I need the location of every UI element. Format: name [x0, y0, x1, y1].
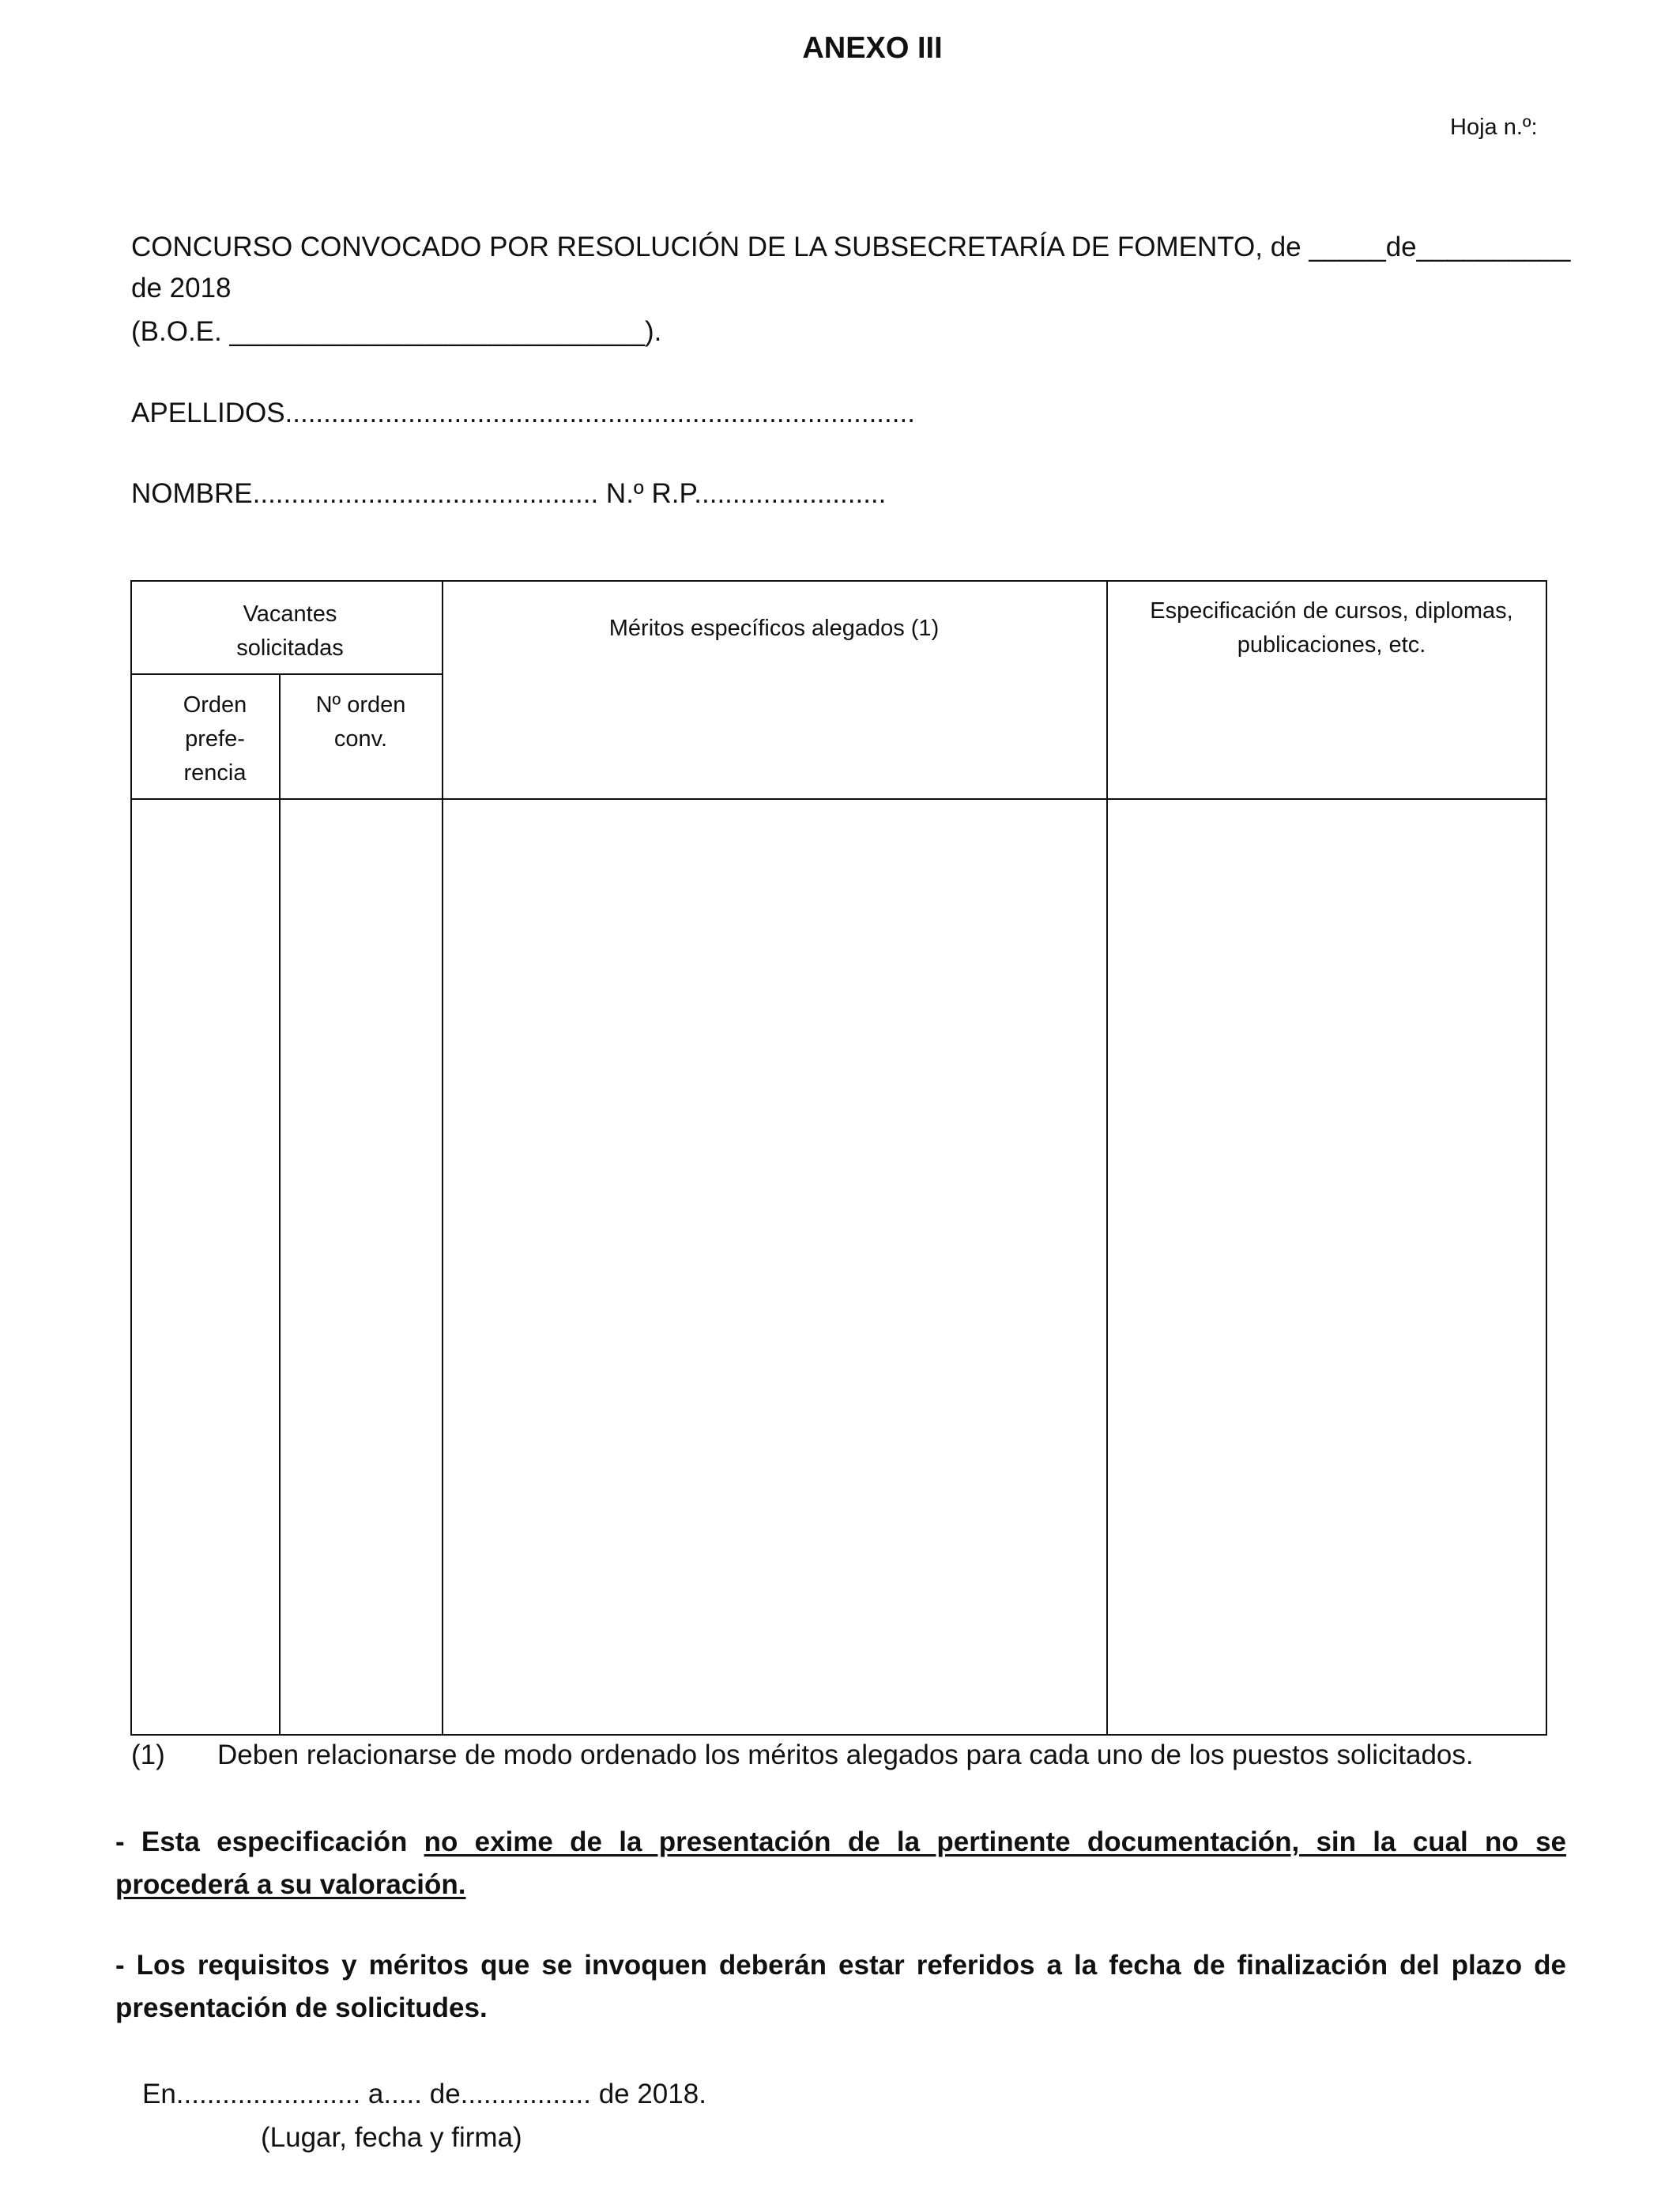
specification-cell[interactable] [1109, 800, 1546, 1734]
merits-table [130, 580, 1547, 1736]
column-divider-order [279, 673, 281, 1734]
order-preference-cell[interactable] [132, 800, 279, 1734]
footnote-number: (1) [131, 1740, 165, 1770]
note-documentation [115, 1821, 1566, 1906]
boe-reference-field[interactable]: (B.O.E. ___________________________). [131, 316, 662, 347]
header-order-preference: Orden prefe- rencia [183, 692, 247, 786]
header-merits: Méritos específicos alegados (1) [608, 616, 940, 641]
convocation-line-2: de 2018 [131, 273, 232, 303]
column-divider-merits [1106, 582, 1108, 1734]
note-requirements [115, 1944, 1566, 2030]
sheet-number-label: Hoja n.º: [1450, 115, 1538, 140]
signature-label: (Lugar, fecha y firma) [261, 2122, 522, 2153]
note-documentation-prefix: - Esta especificación [115, 1826, 424, 1857]
vacantes-subheader-divider [132, 673, 442, 675]
header-vacantes: Vacantes solicitadas [236, 601, 344, 661]
note-documentation-underlined-b: procederá a su valoración. [115, 1869, 466, 1900]
convocation-line-1: CONCURSO CONVOCADO POR RESOLUCIÓN DE LA SUBSECRETARÍA DE FOMENTO, de _____de__________ [131, 232, 1571, 262]
header-order-number: Nº orden conv. [315, 692, 406, 752]
note-documentation-underlined-a: no exime de la presentación de la pertinente documentación, sin la cual no se [424, 1826, 1567, 1857]
place-date-field[interactable]: En........................ a..... de................. de 2018. [142, 2079, 706, 2109]
header-specification: Especificación de cursos, diplomas, publicaciones, etc. [1150, 598, 1513, 658]
note-requirements-line-1: - Los requisitos y méritos que se invoquen deberán estar referidos a la fecha de finalización del plazo de [115, 1950, 1566, 1981]
note-documentation-line-1 [115, 1821, 1566, 1864]
note-requirements-line-2: presentación de solicitudes. [115, 1992, 488, 2023]
page-title: ANEXO III [802, 32, 943, 65]
merits-cell[interactable] [444, 800, 1106, 1734]
name-and-rp-field[interactable]: NOMBRE............................................. N.º R.P......................... [131, 478, 887, 509]
surname-field[interactable]: APELLIDOS.................................................................................. [131, 398, 915, 428]
footnote-text: Deben relacionarse de modo ordenado los méritos alegados para cada uno de los puestos solicitados. [217, 1740, 1474, 1770]
order-number-cell[interactable] [281, 800, 442, 1734]
column-divider-vacantes [442, 582, 443, 1734]
